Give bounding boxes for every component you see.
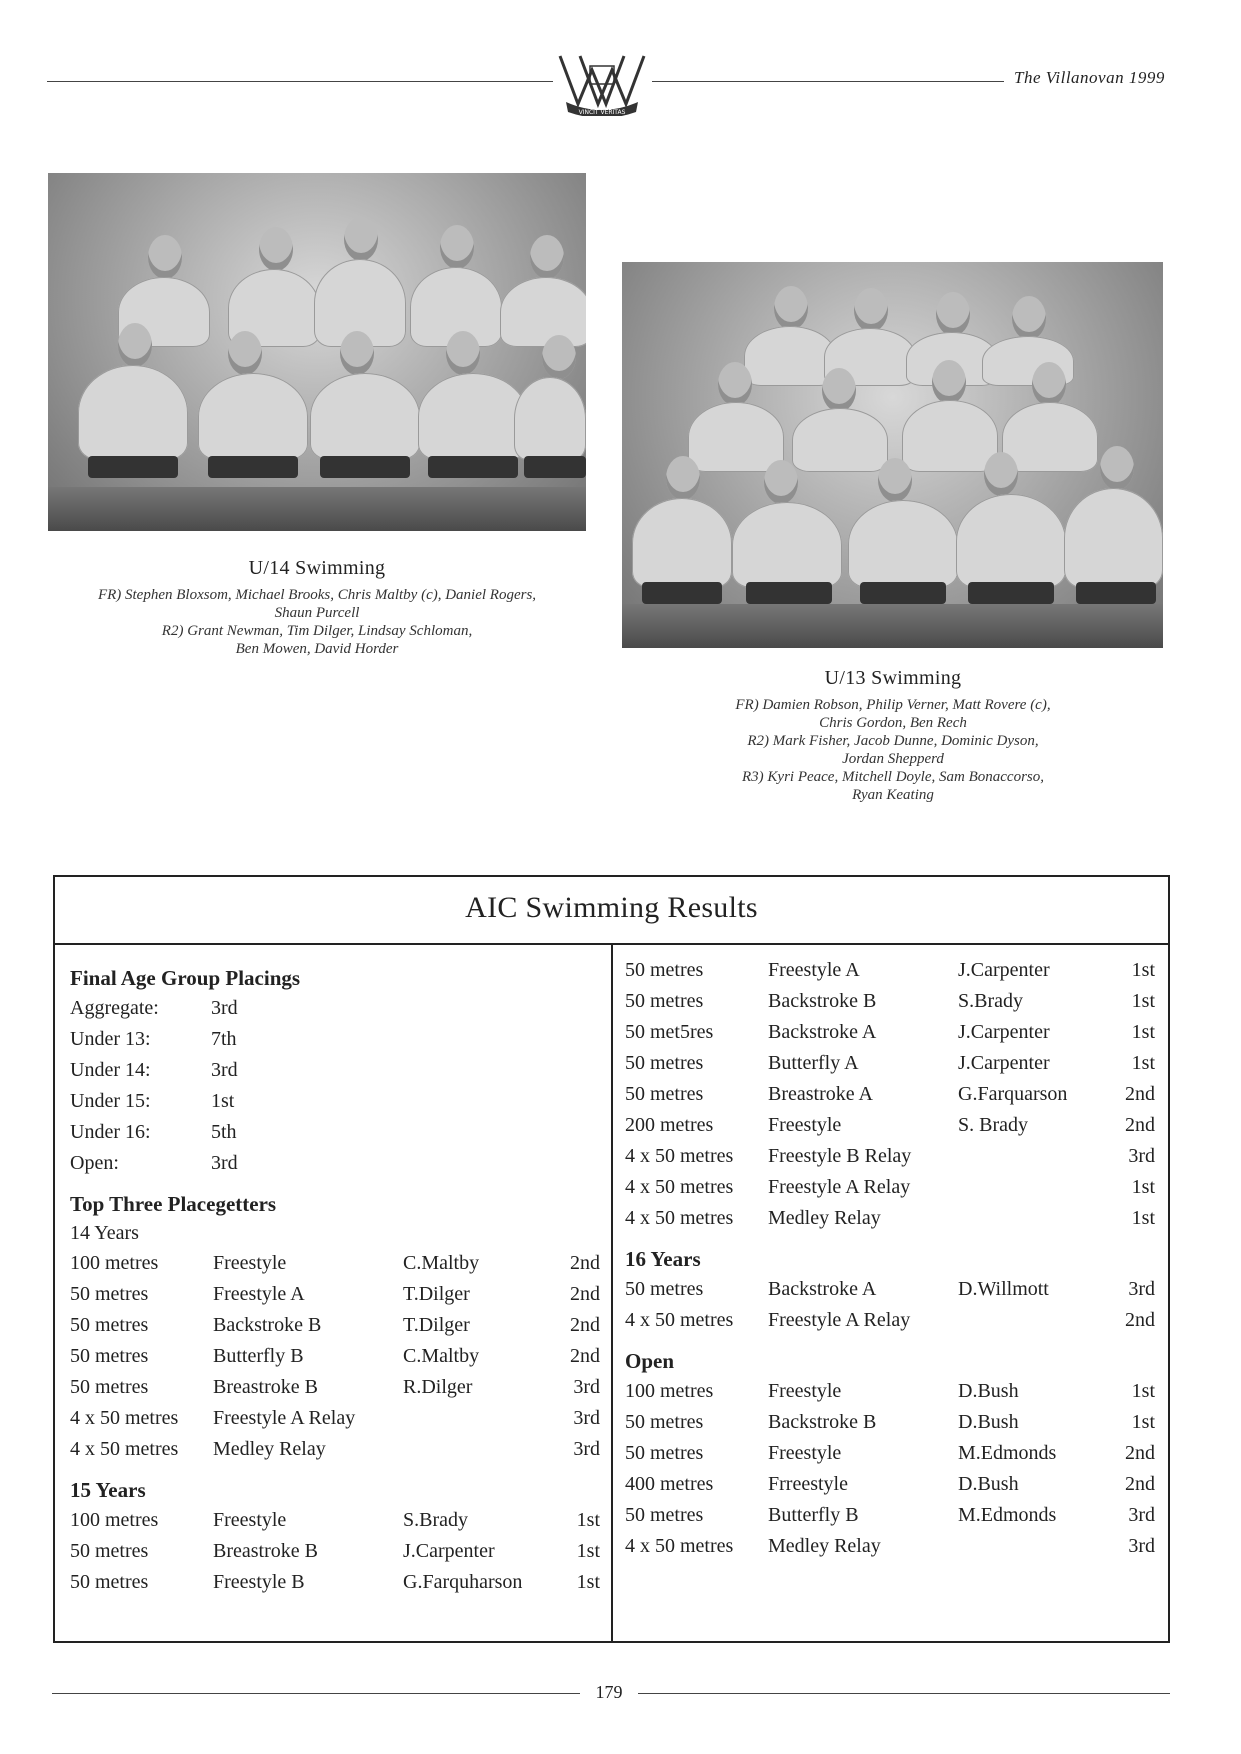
result-event: Freestyle — [768, 1380, 842, 1402]
result-event: Backstroke A — [768, 1278, 877, 1300]
result-distance: 50 metres — [625, 1083, 704, 1105]
result-distance: 4 x 50 metres — [70, 1407, 179, 1429]
result-place: 3rd — [1128, 1535, 1155, 1557]
result-row — [625, 1141, 1155, 1172]
age-16-results — [625, 1274, 1155, 1336]
placing-row — [70, 1117, 600, 1148]
placing-place: 5th — [211, 1121, 237, 1143]
result-place: 2nd — [1125, 1114, 1155, 1136]
result-place: 2nd — [570, 1314, 600, 1336]
result-event: Freestyle A — [213, 1283, 305, 1305]
result-event: Butterfly B — [213, 1345, 304, 1367]
result-place: 2nd — [1125, 1442, 1155, 1464]
caption-line: Ben Mowen, David Horder — [235, 641, 399, 657]
result-place: 2nd — [1125, 1473, 1155, 1495]
result-row — [625, 1469, 1155, 1500]
result-place: 1st — [576, 1571, 600, 1593]
result-event: Breastroke B — [213, 1376, 318, 1398]
result-distance: 400 metres — [625, 1473, 714, 1495]
result-distance: 4 x 50 metres — [625, 1535, 734, 1557]
result-distance: 50 metres — [625, 1504, 704, 1526]
result-distance: 50 metres — [625, 1278, 704, 1300]
results-title: AIC Swimming Results — [465, 891, 758, 924]
result-row — [70, 1567, 600, 1598]
result-name: M.Edmonds — [958, 1442, 1057, 1464]
caption-line: Jordan Shepperd — [842, 751, 944, 767]
result-place: 2nd — [570, 1345, 600, 1367]
result-name: C.Maltby — [403, 1345, 480, 1367]
result-row — [625, 1407, 1155, 1438]
result-name: T.Dilger — [403, 1283, 470, 1305]
result-event: Backstroke B — [768, 990, 877, 1012]
result-place: 3rd — [1128, 1145, 1155, 1167]
result-row — [70, 1341, 600, 1372]
result-name: G.Farquarson — [958, 1083, 1068, 1105]
age-16-label: 16 Years — [625, 1247, 701, 1271]
result-place: 1st — [1131, 1052, 1155, 1074]
result-name: J.Carpenter — [958, 959, 1050, 981]
result-event: Backstroke A — [768, 1021, 877, 1043]
result-name: S. Brady — [958, 1114, 1028, 1136]
placing-group: Under 13: — [70, 1028, 151, 1050]
result-event: Frreestyle — [768, 1473, 848, 1495]
result-event: Medley Relay — [768, 1207, 881, 1229]
result-place: 1st — [1131, 990, 1155, 1012]
result-place: 2nd — [570, 1283, 600, 1305]
result-row — [70, 1403, 600, 1434]
result-event: Butterfly B — [768, 1504, 859, 1526]
result-place: 1st — [1131, 1380, 1155, 1402]
result-distance: 50 metres — [625, 1052, 704, 1074]
open-label: Open — [625, 1349, 675, 1373]
result-distance: 50 metres — [625, 1411, 704, 1433]
results-column-divider — [611, 945, 613, 1641]
result-place: 3rd — [1128, 1504, 1155, 1526]
result-name: D.Bush — [958, 1411, 1019, 1433]
result-distance: 50 met5res — [625, 1021, 714, 1043]
result-place: 1st — [576, 1540, 600, 1562]
result-name: S.Brady — [403, 1509, 468, 1531]
caption-line: R2) Mark Fisher, Jacob Dunne, Dominic Dyson, — [747, 733, 1039, 749]
result-distance: 4 x 50 metres — [70, 1438, 179, 1460]
page-number: 179 — [595, 1682, 623, 1702]
result-name: R.Dilger — [403, 1376, 473, 1398]
result-distance: 100 metres — [70, 1509, 159, 1531]
result-event: Backstroke B — [768, 1411, 877, 1433]
result-distance: 4 x 50 metres — [625, 1309, 734, 1331]
result-event: Freestyle — [768, 1114, 842, 1136]
result-row — [625, 1203, 1155, 1234]
result-row — [70, 1279, 600, 1310]
result-place: 3rd — [1128, 1278, 1155, 1300]
result-place: 1st — [576, 1509, 600, 1531]
result-name: J.Carpenter — [403, 1540, 495, 1562]
result-row — [625, 1500, 1155, 1531]
placing-group: Under 16: — [70, 1121, 151, 1143]
result-event: Medley Relay — [213, 1438, 326, 1460]
publication-title: The Villanovan 1999 — [1014, 68, 1165, 87]
placing-row — [70, 1148, 600, 1179]
result-row — [625, 1531, 1155, 1562]
placing-place: 1st — [211, 1090, 235, 1112]
placegetters-heading: Top Three Placegetters — [70, 1192, 277, 1216]
result-place: 1st — [1131, 1411, 1155, 1433]
result-name: D.Willmott — [958, 1278, 1049, 1300]
placing-group: Aggregate: — [70, 997, 159, 1019]
result-row — [625, 1274, 1155, 1305]
caption-u13 — [660, 667, 1126, 804]
result-distance: 50 metres — [625, 959, 704, 981]
result-name: S.Brady — [958, 990, 1023, 1012]
result-place: 3rd — [573, 1376, 600, 1398]
result-distance: 100 metres — [625, 1380, 714, 1402]
result-distance: 50 metres — [625, 1442, 704, 1464]
result-place: 3rd — [573, 1438, 600, 1460]
placing-row — [70, 993, 600, 1024]
result-place: 1st — [1131, 959, 1155, 981]
result-event: Breastroke B — [213, 1540, 318, 1562]
placings-list — [70, 993, 600, 1179]
placing-place: 3rd — [211, 1059, 238, 1081]
caption-u14 — [48, 557, 586, 658]
result-event: Backstroke B — [213, 1314, 322, 1336]
footer-rule-left — [52, 1693, 580, 1694]
result-place: 2nd — [1125, 1083, 1155, 1105]
age-14-label: 14 Years — [70, 1222, 139, 1244]
result-row — [625, 1079, 1155, 1110]
caption-line: R3) Kyri Peace, Mitchell Doyle, Sam Bonaccorso, — [742, 769, 1044, 785]
placing-place: 3rd — [211, 997, 238, 1019]
result-event: Freestyle A Relay — [768, 1176, 911, 1198]
result-row — [70, 1248, 600, 1279]
result-distance: 200 metres — [625, 1114, 714, 1136]
caption-line: Ryan Keating — [852, 787, 934, 803]
result-row — [625, 1376, 1155, 1407]
result-name: D.Bush — [958, 1473, 1019, 1495]
result-row — [625, 1172, 1155, 1203]
placing-place: 7th — [211, 1028, 237, 1050]
result-event: Medley Relay — [768, 1535, 881, 1557]
result-distance: 50 metres — [625, 990, 704, 1012]
result-place: 3rd — [573, 1407, 600, 1429]
placing-group: Under 15: — [70, 1090, 151, 1112]
result-event: Freestyle B Relay — [768, 1145, 912, 1167]
result-event: Freestyle B — [213, 1571, 305, 1593]
open-results — [625, 1376, 1155, 1562]
result-name: T.Dilger — [403, 1314, 470, 1336]
result-distance: 100 metres — [70, 1252, 159, 1274]
result-row — [70, 1434, 600, 1465]
result-distance: 50 metres — [70, 1314, 149, 1336]
result-row — [625, 955, 1155, 986]
footer-rule-right — [638, 1693, 1170, 1694]
result-distance: 4 x 50 metres — [625, 1145, 734, 1167]
caption-line: R2) Grant Newman, Tim Dilger, Lindsay Schloman, — [161, 623, 473, 639]
result-name: G.Farquharson — [403, 1571, 523, 1593]
placing-place: 3rd — [211, 1152, 238, 1174]
result-event: Freestyle — [768, 1442, 842, 1464]
caption-title: U/14 Swimming — [248, 557, 386, 579]
result-row — [625, 986, 1155, 1017]
placing-row — [70, 1086, 600, 1117]
age-15-label: 15 Years — [70, 1478, 146, 1502]
result-distance: 50 metres — [70, 1540, 149, 1562]
result-event: Breastroke A — [768, 1083, 873, 1105]
result-distance: 50 metres — [70, 1571, 149, 1593]
result-event: Butterfly A — [768, 1052, 859, 1074]
result-name: M.Edmonds — [958, 1504, 1057, 1526]
result-distance: 50 metres — [70, 1376, 149, 1398]
age-15-results-left — [70, 1505, 600, 1598]
result-row — [70, 1505, 600, 1536]
placing-row — [70, 1055, 600, 1086]
result-row — [70, 1310, 600, 1341]
result-event: Freestyle A Relay — [213, 1407, 356, 1429]
result-event: Freestyle A — [768, 959, 860, 981]
caption-title: U/13 Swimming — [824, 667, 962, 689]
result-event: Freestyle — [213, 1252, 287, 1274]
result-name: J.Carpenter — [958, 1052, 1050, 1074]
result-name: J.Carpenter — [958, 1021, 1050, 1043]
logo-motto: VINCIT VERITAS — [578, 109, 626, 116]
placings-heading: Final Age Group Placings — [70, 966, 301, 990]
result-place: 1st — [1131, 1176, 1155, 1198]
result-row — [70, 1536, 600, 1567]
result-row — [625, 1017, 1155, 1048]
result-place: 2nd — [570, 1252, 600, 1274]
age-15-results-right — [625, 955, 1155, 1234]
placing-row — [70, 1024, 600, 1055]
result-row — [625, 1305, 1155, 1336]
result-distance: 4 x 50 metres — [625, 1176, 734, 1198]
caption-line: FR) Stephen Bloxsom, Michael Brooks, Chris Maltby (c), Daniel Rogers, — [97, 587, 537, 603]
team-photo-u13 — [622, 262, 1163, 648]
header-rule-right — [652, 81, 1004, 82]
caption-line: Chris Gordon, Ben Rech — [819, 715, 967, 731]
result-distance: 50 metres — [70, 1345, 149, 1367]
team-photo-u14 — [48, 173, 586, 531]
result-event: Freestyle A Relay — [768, 1309, 911, 1331]
result-name: C.Maltby — [403, 1252, 480, 1274]
age-14-results — [70, 1248, 600, 1465]
result-row — [625, 1110, 1155, 1141]
caption-line: Shaun Purcell — [274, 605, 360, 621]
result-row — [625, 1438, 1155, 1469]
result-place: 1st — [1131, 1021, 1155, 1043]
results-right-column — [625, 955, 1155, 1562]
result-distance: 50 metres — [70, 1283, 149, 1305]
placing-group: Open: — [70, 1152, 119, 1174]
result-row — [625, 1048, 1155, 1079]
result-distance: 4 x 50 metres — [625, 1207, 734, 1229]
school-crest-icon — [556, 52, 648, 116]
header-rule-left — [47, 81, 553, 82]
result-event: Freestyle — [213, 1509, 287, 1531]
results-left-column — [70, 963, 600, 1598]
placing-group: Under 14: — [70, 1059, 151, 1081]
result-row — [70, 1372, 600, 1403]
result-place: 2nd — [1125, 1309, 1155, 1331]
result-name: D.Bush — [958, 1380, 1019, 1402]
result-place: 1st — [1131, 1207, 1155, 1229]
caption-line: FR) Damien Robson, Philip Verner, Matt Rovere (c), — [735, 697, 1051, 713]
results-box — [53, 875, 1170, 1643]
